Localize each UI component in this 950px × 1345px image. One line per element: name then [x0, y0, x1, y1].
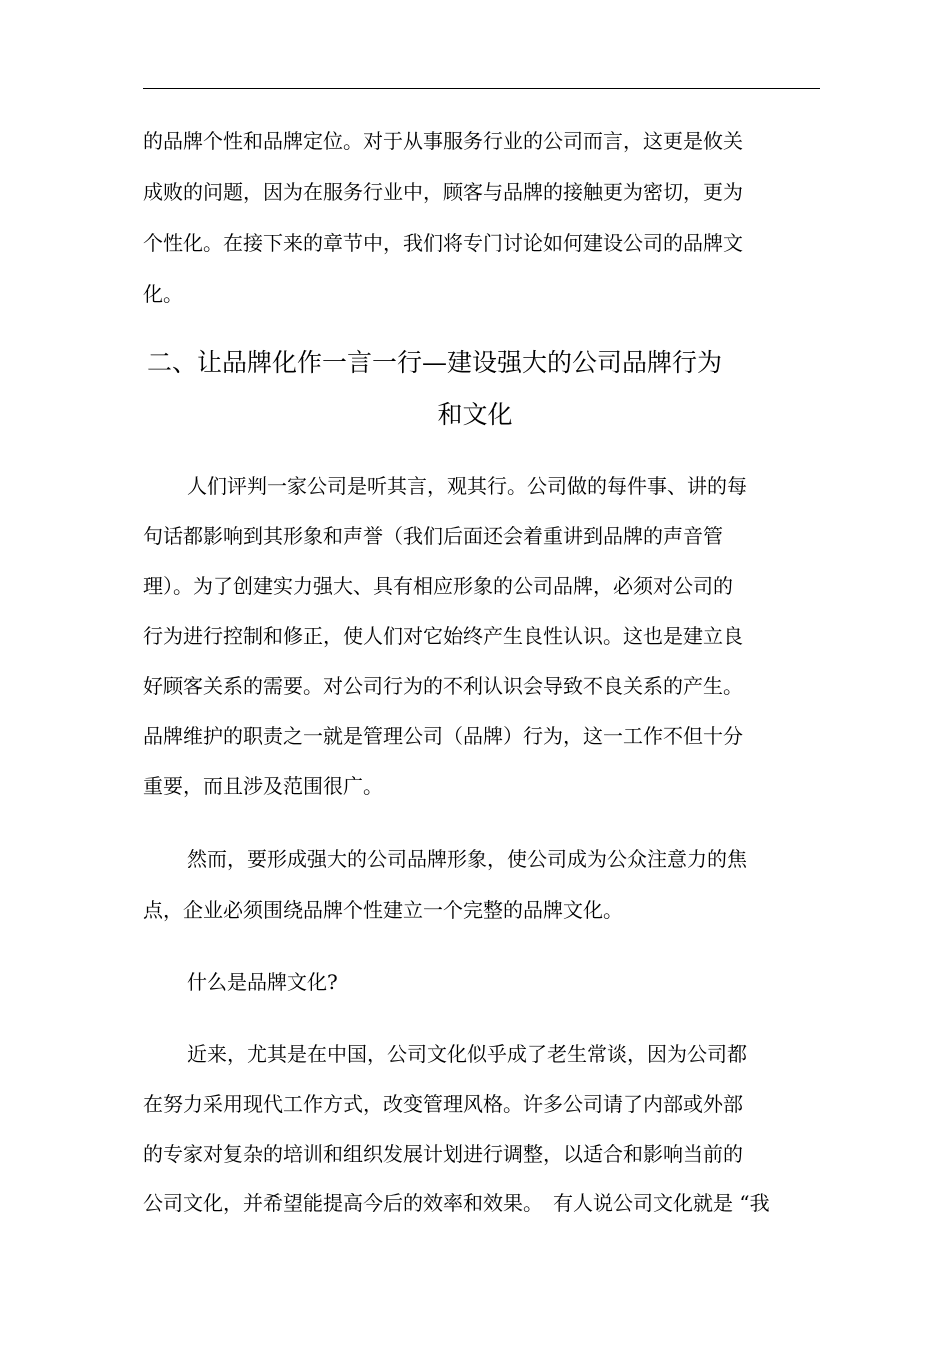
header-rule [143, 88, 820, 89]
paragraph-1-line-2: 成败的问题，因为在服务行业中，顾客与品牌的接触更为密切，更为 [143, 180, 743, 204]
paragraph-5-line-4: 公司文化，并希望能提高今后的效率和效果。 有人说公司文化就是 “我 [143, 1191, 770, 1215]
paragraph-1-line-4: 化。 [143, 282, 183, 306]
paragraph-5-line-3: 的专家对复杂的培训和组织发展计划进行调整，以适合和影响当前的 [143, 1142, 743, 1166]
paragraph-2-line-3: 理）。为了创建实力强大、具有相应形象的公司品牌，必须对公司的 [143, 574, 733, 598]
section-heading-line-1: 二、让品牌化作一言一行—建设强大的公司品牌行为 [147, 348, 723, 377]
paragraph-1-line-3: 个性化。在接下来的章节中，我们将专门讨论如何建设公司的品牌文 [143, 231, 743, 255]
paragraph-2-line-6: 品牌维护的职责之一就是管理公司（品牌）行为，这一工作不但十分 [143, 724, 743, 748]
section-heading-line-2: 和文化 [437, 400, 513, 429]
paragraph-1-line-1: 的品牌个性和品牌定位。对于从事服务行业的公司而言，这更是攸关 [143, 129, 743, 153]
paragraph-3-line-1: 然而，要形成强大的公司品牌形象，使公司成为公众注意力的焦 [187, 847, 747, 871]
paragraph-5-line-2: 在努力采用现代工作方式，改变管理风格。许多公司请了内部或外部 [143, 1092, 743, 1116]
paragraph-2-line-1: 人们评判一家公司是听其言，观其行。公司做的每件事、讲的每 [187, 474, 747, 498]
paragraph-2-line-7: 重要，而且涉及范围很广。 [143, 774, 383, 798]
paragraph-2-line-4: 行为进行控制和修正，使人们对它始终产生良性认识。这也是建立良 [143, 624, 743, 648]
paragraph-3-line-2: 点，企业必须围绕品牌个性建立一个完整的品牌文化。 [143, 898, 623, 922]
paragraph-2-line-2: 句话都影响到其形象和声誉（我们后面还会着重讲到品牌的声音管 [143, 524, 723, 548]
paragraph-2-line-5: 好顾客关系的需要。对公司行为的不利认识会导致不良关系的产生。 [143, 674, 743, 698]
paragraph-5-line-1: 近来，尤其是在中国，公司文化似乎成了老生常谈，因为公司都 [187, 1042, 747, 1066]
paragraph-4-line-1: 什么是品牌文化? [187, 970, 338, 994]
